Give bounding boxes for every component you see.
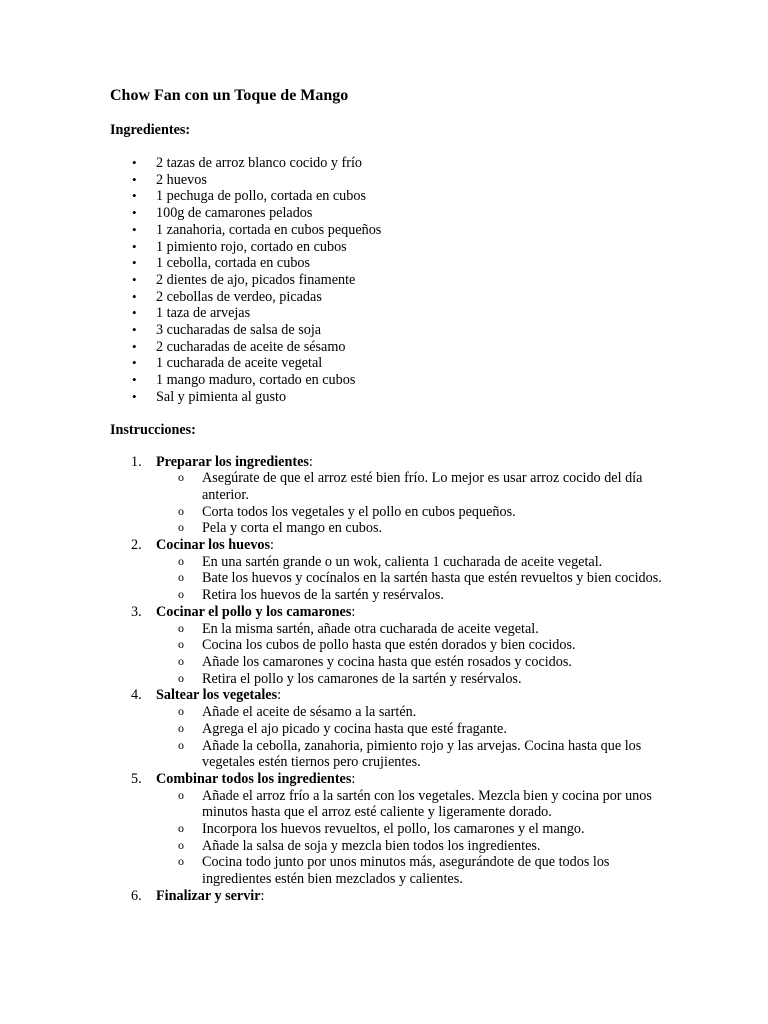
- substep-item: o Añade los camarones y cocina hasta que estén rosados y cocidos.: [156, 654, 670, 671]
- substep-item: o Añade el aceite de sésamo a la sartén.: [156, 704, 670, 721]
- step-title: Preparar los ingredientes: [156, 453, 309, 470]
- substep-item: o Añade la cebolla, zanahoria, pimiento rojo y las arvejas. Cocina hasta que los vegetales estén tiernos pero crujientes.: [156, 738, 670, 771]
- ingredient-item: • 1 cebolla, cortada en cubos: [110, 255, 670, 272]
- step-number: 5.: [131, 770, 142, 787]
- ingredient-item: • 1 zanahoria, cortada en cubos pequeños: [110, 222, 670, 239]
- step-title: Combinar todos los ingredientes: [156, 770, 352, 787]
- step-substeps: [156, 470, 670, 537]
- instruction-step: [110, 604, 670, 688]
- instruction-step: [110, 771, 670, 888]
- instruction-step: [110, 537, 670, 604]
- ingredient-item: • 1 taza de arvejas: [110, 305, 670, 322]
- substep-item: o Retira los huevos de la sartén y resérvalos.: [156, 587, 670, 604]
- ingredient-item: • Sal y pimienta al gusto: [110, 389, 670, 406]
- step-substeps: [156, 554, 670, 604]
- step-substeps: [156, 788, 670, 888]
- instruction-step: [110, 687, 670, 771]
- substep-item: o Agrega el ajo picado y cocina hasta que esté fragante.: [156, 721, 670, 738]
- substep-item: o Bate los huevos y cocínalos en la sartén hasta que estén revueltos y bien cocidos.: [156, 570, 670, 587]
- ingredient-item: • 2 cebollas de verdeo, picadas: [110, 289, 670, 306]
- ingredients-heading: Ingredientes:: [110, 122, 191, 138]
- step-substeps: [156, 704, 670, 771]
- substep-item: o Retira el pollo y los camarones de la sartén y resérvalos.: [156, 671, 670, 688]
- substep-item: o Corta todos los vegetales y el pollo en cubos pequeños.: [156, 504, 670, 521]
- step-title-colon: :: [351, 770, 356, 787]
- step-title-colon: :: [270, 537, 274, 554]
- step-title-colon: :: [351, 603, 356, 620]
- step-title: Cocinar los huevos: [156, 537, 271, 554]
- step-title-colon: :: [308, 453, 313, 470]
- ingredient-item: • 2 dientes de ajo, picados finamente: [110, 272, 670, 289]
- ingredient-item: • 100g de camarones pelados: [110, 205, 670, 222]
- substep-item: o Añade la salsa de soja y mezcla bien todos los ingredientes.: [156, 838, 670, 855]
- substep-item: o Incorpora los huevos revueltos, el pollo, los camarones y el mango.: [156, 821, 670, 838]
- step-number: 2.: [131, 537, 142, 554]
- step-substeps: [156, 621, 670, 688]
- step-title-colon: :: [277, 687, 282, 704]
- instruction-step: [110, 888, 670, 905]
- step-number: 3.: [131, 603, 142, 620]
- ingredient-item: • 1 mango maduro, cortado en cubos: [110, 372, 670, 389]
- substep-item: o En una sartén grande o un wok, calienta 1 cucharada de aceite vegetal.: [156, 554, 670, 571]
- ingredient-item: • 2 tazas de arroz blanco cocido y frío: [110, 155, 670, 172]
- ingredient-item: • 2 cucharadas de aceite de sésamo: [110, 339, 670, 356]
- ingredient-item: • 3 cucharadas de salsa de soja: [110, 322, 670, 339]
- recipe-document: [110, 86, 670, 905]
- ingredient-item: • 1 pechuga de pollo, cortada en cubos: [110, 188, 670, 205]
- step-number: 6.: [131, 887, 142, 904]
- ingredients-list: [110, 155, 670, 406]
- step-title: Saltear los vegetales: [156, 687, 278, 704]
- substep-item: o Cocina los cubos de pollo hasta que estén dorados y bien cocidos.: [156, 637, 670, 654]
- step-title: Finalizar y servir: [156, 887, 261, 904]
- substep-item: o En la misma sartén, añade otra cucharada de aceite vegetal.: [156, 621, 670, 638]
- ingredient-item: • 2 huevos: [110, 172, 670, 189]
- substep-item: o Añade el arroz frío a la sartén con los vegetales. Mezcla bien y cocina por unos minutos hasta que el arroz esté caliente y ligeramente dorado.: [156, 788, 670, 821]
- instruction-step: [110, 454, 670, 538]
- instructions-list: [110, 454, 670, 905]
- step-title: Cocinar el pollo y los camarones: [156, 603, 352, 620]
- ingredient-item: • 1 pimiento rojo, cortado en cubos: [110, 239, 670, 256]
- substep-item: o Pela y corta el mango en cubos.: [156, 520, 670, 537]
- step-number: 1.: [131, 453, 142, 470]
- step-number: 4.: [131, 687, 142, 704]
- substep-item: o Asegúrate de que el arroz esté bien frío. Lo mejor es usar arroz cocido del día anterior.: [156, 470, 670, 503]
- ingredient-item: • 1 cucharada de aceite vegetal: [110, 355, 670, 372]
- step-title-colon: :: [260, 887, 265, 904]
- instructions-heading: Instrucciones:: [110, 421, 196, 438]
- page-title: Chow Fan con un Toque de Mango: [110, 87, 349, 104]
- substep-item: o Cocina todo junto por unos minutos más, asegurándote de que todos los ingredientes estén bien mezclados y calientes.: [156, 854, 670, 887]
